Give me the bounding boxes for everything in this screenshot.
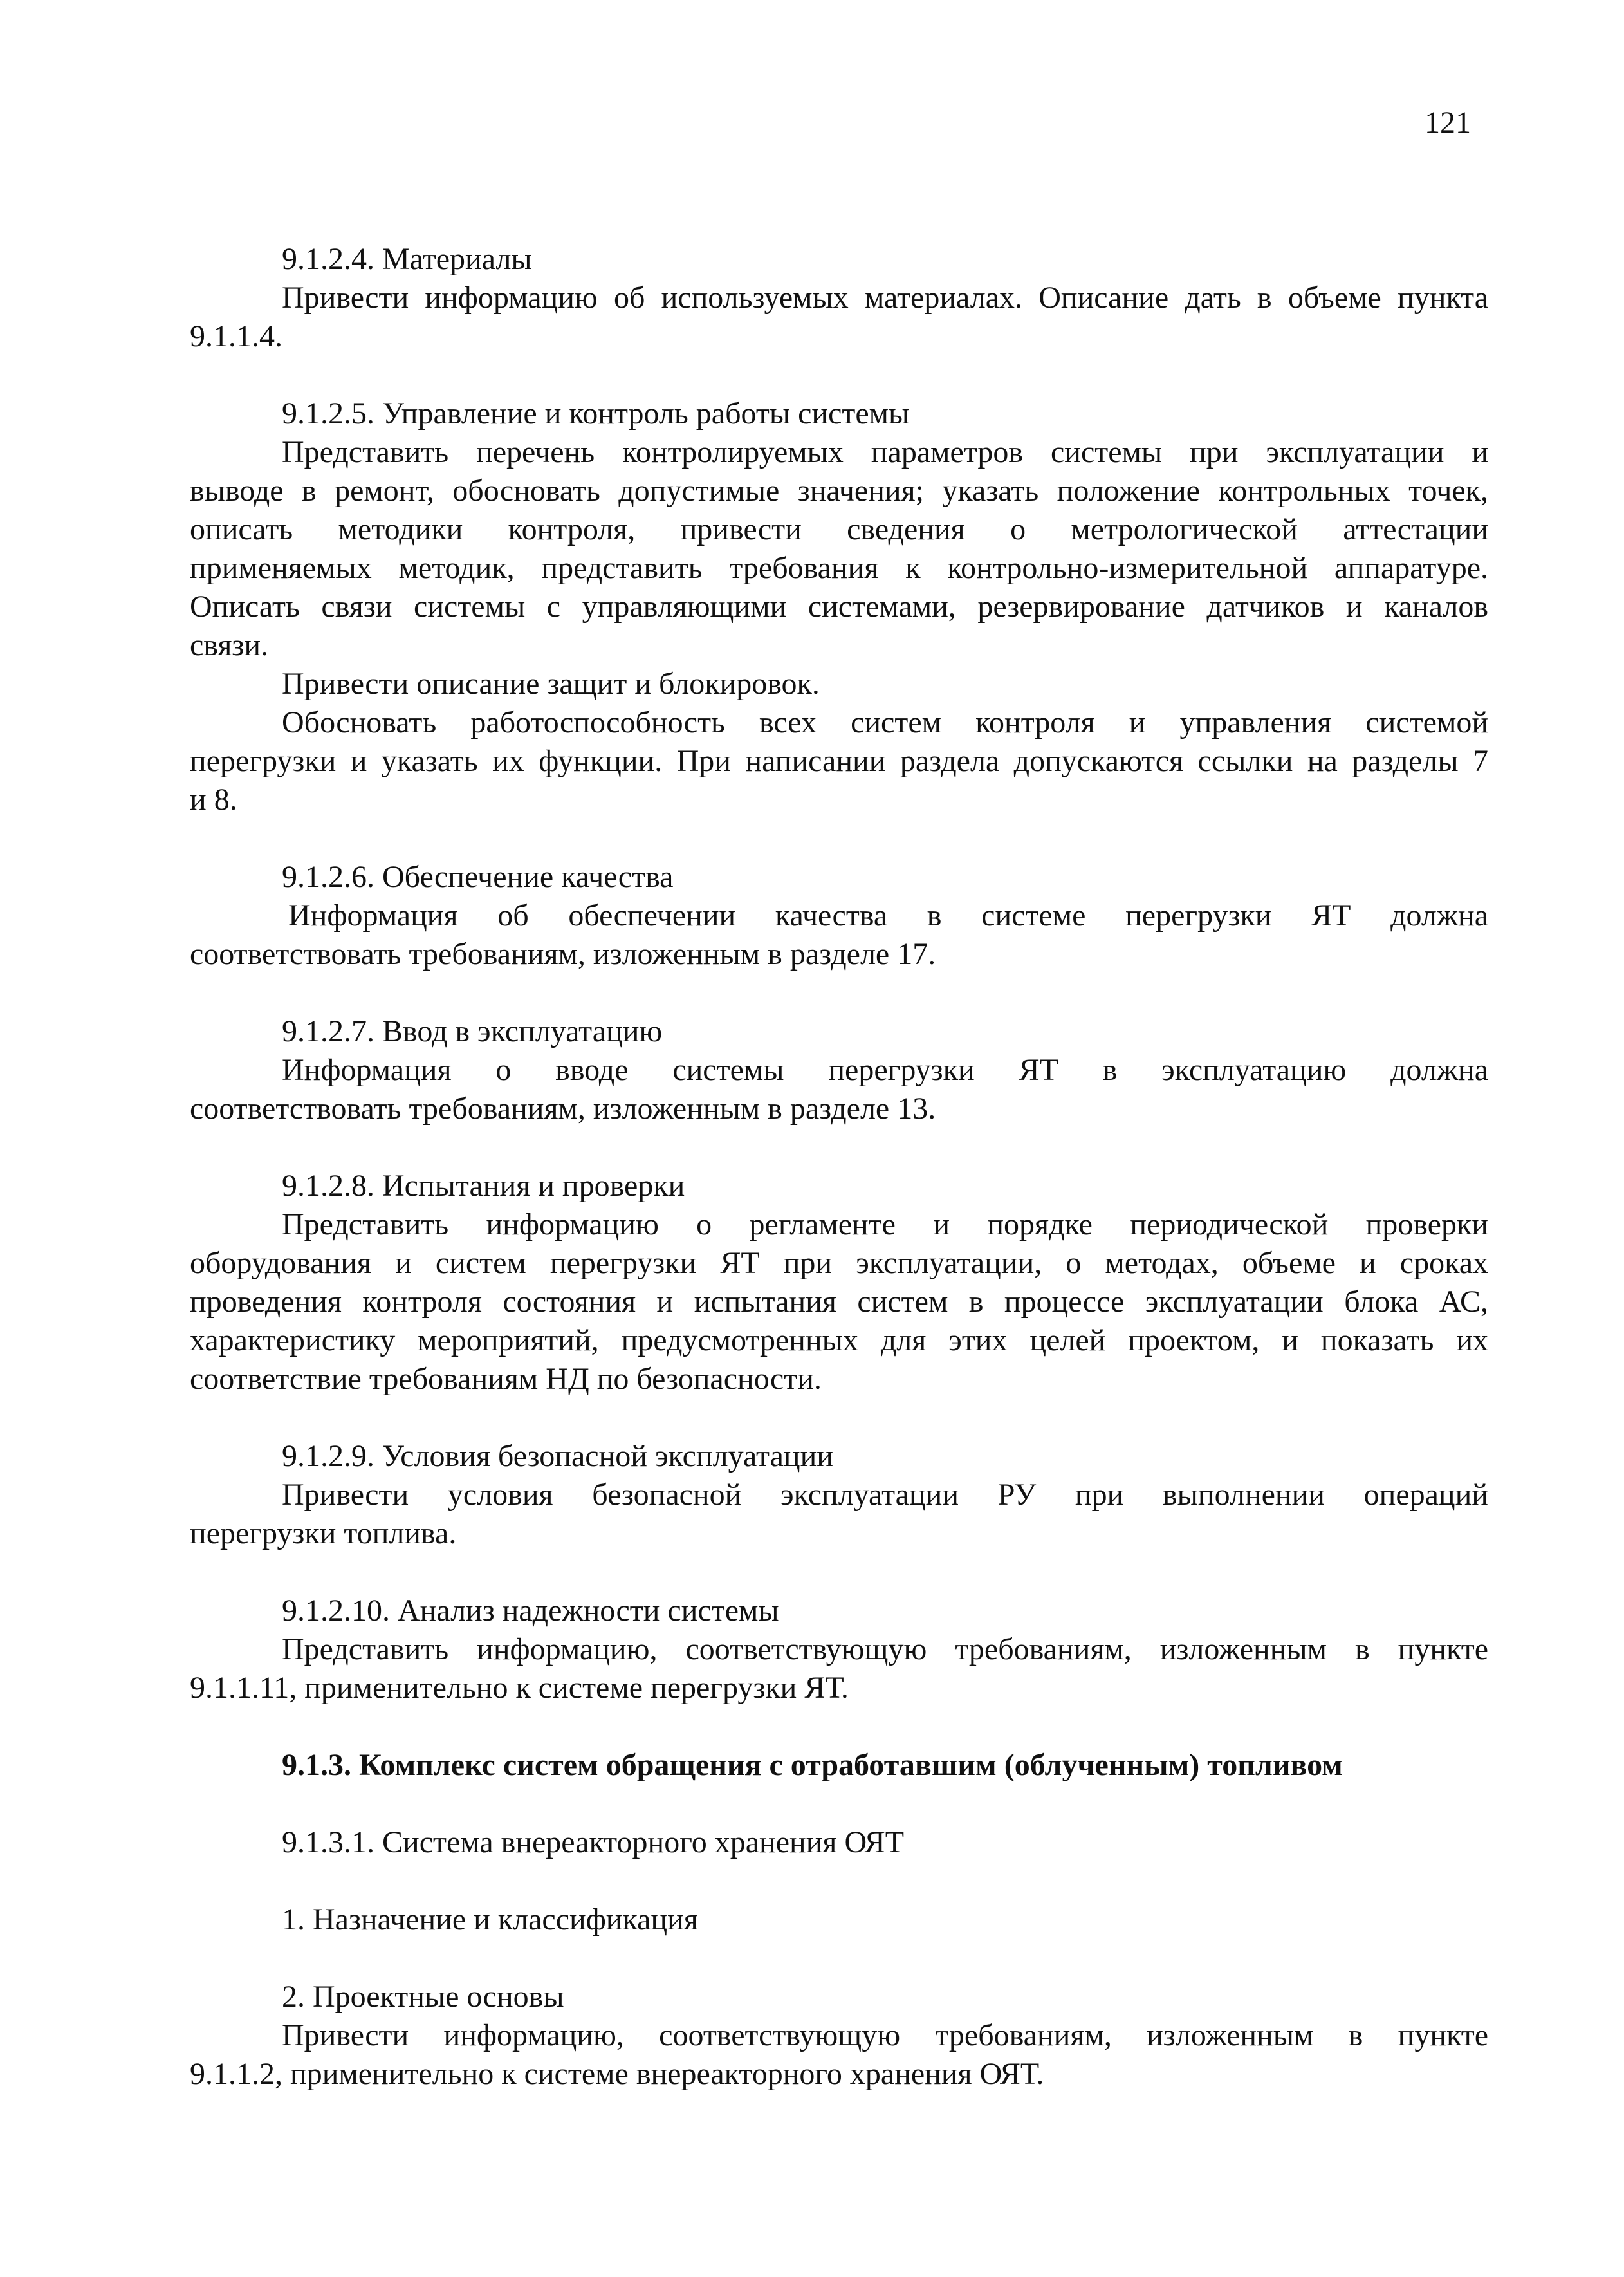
section-heading-9-1-2-9: 9.1.2.9. Условия безопасной эксплуатации (282, 1439, 833, 1473)
paragraph-line: 9.1.1.4. (190, 319, 282, 353)
list-item: 1. Назначение и классификация (282, 1902, 698, 1937)
paragraph-line: 9.1.1.2, применительно к системе внереакторного хранения ОЯТ. (190, 2057, 1044, 2091)
section-heading-9-1-2-6: 9.1.2.6. Обеспечение качества (282, 860, 674, 894)
paragraph-line: Представить информацию о регламенте и порядке периодической проверки (282, 1207, 1488, 1241)
paragraph-line: характеристику мероприятий, предусмотренных для этих целей проектом, и показать их (190, 1323, 1488, 1357)
paragraph-line: перегрузки топлива. (190, 1516, 457, 1550)
paragraph-line: Информация о вводе системы перегрузки ЯТ в эксплуатацию должна (282, 1053, 1488, 1087)
section-heading-9-1-2-10: 9.1.2.10. Анализ надежности системы (282, 1594, 779, 1628)
paragraph-line: связи. (190, 628, 269, 662)
paragraph-line: и 8. (190, 783, 237, 817)
paragraph-line: Представить информацию, соответствующую требованиям, изложенным в пункте (282, 1632, 1488, 1666)
section-heading-9-1-2-5: 9.1.2.5. Управление и контроль работы системы (282, 396, 910, 431)
paragraph-line: Привести информацию об используемых материалах. Описание дать в объеме пункта (282, 281, 1488, 315)
paragraph-line: оборудования и систем перегрузки ЯТ при эксплуатации, о методах, объеме и сроках (190, 1246, 1488, 1280)
paragraph-line: Привести описание защит и блокировок. (282, 667, 820, 701)
paragraph-line: Представить перечень контролируемых параметров системы при эксплуатации и (282, 435, 1488, 469)
paragraph-line: 9.1.1.11, применительно к системе перегрузки ЯТ. (190, 1671, 849, 1705)
paragraph-line: проведения контроля состояния и испытания систем в процессе эксплуатации блока АС, (190, 1285, 1488, 1319)
section-heading-9-1-2-7: 9.1.2.7. Ввод в эксплуатацию (282, 1014, 663, 1048)
section-heading-9-1-3: 9.1.3. Комплекс систем обращения с отработавшим (облученным) топливом (282, 1748, 1343, 1782)
paragraph-line: соответствовать требованиям, изложенным в разделе 13. (190, 1092, 936, 1126)
paragraph-line: Привести информацию, соответствующую требованиям, изложенным в пункте (282, 2018, 1488, 2052)
section-heading-9-1-3-1: 9.1.3.1. Система внереакторного хранения ОЯТ (282, 1825, 905, 1859)
paragraph-line: Обосновать работоспособность всех систем контроля и управления системой (282, 705, 1488, 739)
list-item: 2. Проектные основы (282, 1980, 564, 2014)
paragraph-line: перегрузки и указать их функции. При написании раздела допускаются ссылки на разделы 7 (190, 744, 1488, 778)
paragraph-line: Описать связи системы с управляющими системами, резервирование датчиков и каналов (190, 590, 1488, 624)
paragraph-line: выводе в ремонт, обосновать допустимые значения; указать положение контрольных точек, (190, 474, 1488, 508)
paragraph-line: применяемых методик, представить требования к контрольно-измерительной аппаратуре. (190, 551, 1488, 585)
paragraph-line: соответствие требованиям НД по безопасности. (190, 1362, 822, 1396)
paragraph-line: Привести условия безопасной эксплуатации РУ при выполнении операций (282, 1478, 1488, 1512)
paragraph-line: соответствовать требованиям, изложенным в разделе 17. (190, 937, 936, 971)
paragraph-line: описать методики контроля, привести сведения о метрологической аттестации (190, 512, 1488, 546)
section-heading-9-1-2-8: 9.1.2.8. Испытания и проверки (282, 1169, 685, 1203)
section-heading-9-1-2-4: 9.1.2.4. Материалы (282, 242, 532, 276)
page-number: 121 (1425, 106, 1471, 140)
paragraph-line: Информация об обеспечении качества в системе перегрузки ЯТ должна (288, 898, 1488, 933)
